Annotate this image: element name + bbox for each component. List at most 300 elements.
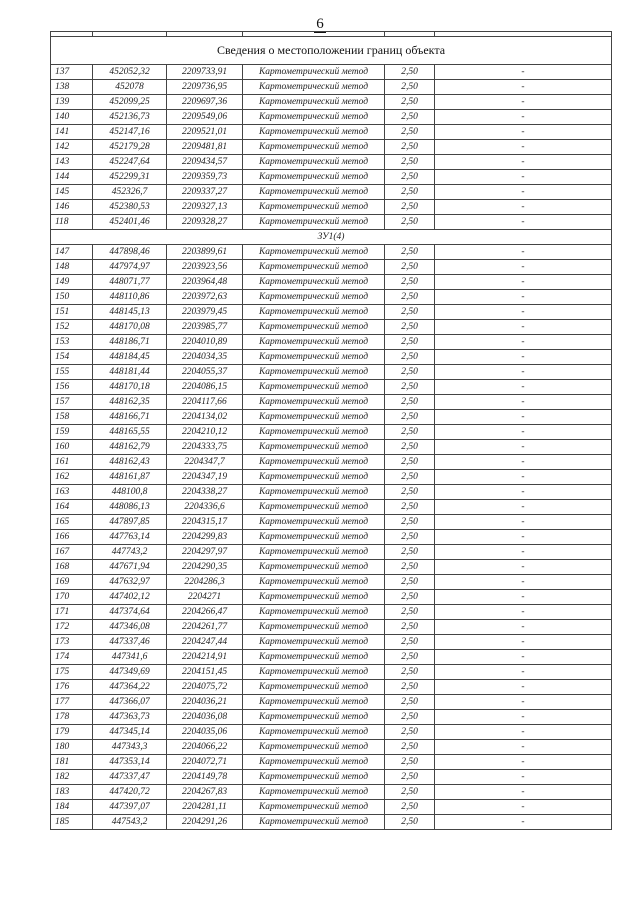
cell-accuracy: 2,50: [385, 470, 435, 485]
cell-coord-y: 2204055,37: [167, 365, 243, 380]
cell-coord-x: 452401,46: [93, 215, 167, 230]
table-row: [51, 815, 612, 830]
cell-point-number: 161: [51, 455, 93, 470]
cell-note: -: [435, 455, 612, 470]
cell-method: Картометрический метод: [243, 725, 385, 740]
cell-coord-x: 447397,07: [93, 800, 167, 815]
cell-accuracy: 2,50: [385, 200, 435, 215]
cell-method: Картометрический метод: [243, 635, 385, 650]
cell-point-number: 183: [51, 785, 93, 800]
cell-coord-x: 448162,79: [93, 440, 167, 455]
cell-point-number: 158: [51, 410, 93, 425]
cell-accuracy: 2,50: [385, 140, 435, 155]
cell-coord-x: 452247,64: [93, 155, 167, 170]
cell-coord-y: 2203972,63: [167, 290, 243, 305]
table-row: [51, 620, 612, 635]
cell-note: -: [435, 470, 612, 485]
table-row: [51, 125, 612, 140]
cell-point-number: 168: [51, 560, 93, 575]
table-row: [51, 755, 612, 770]
cell-point-number: 166: [51, 530, 93, 545]
cell-coord-y: 2204010,89: [167, 335, 243, 350]
cell-point-number: 174: [51, 650, 93, 665]
table-row: [51, 365, 612, 380]
table-row: [51, 785, 612, 800]
cell-note: -: [435, 545, 612, 560]
cell-accuracy: 2,50: [385, 740, 435, 755]
table-row: [51, 545, 612, 560]
cell-accuracy: 2,50: [385, 260, 435, 275]
cell-accuracy: 2,50: [385, 725, 435, 740]
cell-method: Картометрический метод: [243, 125, 385, 140]
cell-method: Картометрический метод: [243, 530, 385, 545]
table-row: [51, 320, 612, 335]
table-row: [51, 260, 612, 275]
cell-coord-y: 2209697,36: [167, 95, 243, 110]
cell-accuracy: 2,50: [385, 695, 435, 710]
cell-accuracy: 2,50: [385, 395, 435, 410]
cell-method: Картометрический метод: [243, 815, 385, 830]
cell-note: -: [435, 560, 612, 575]
cell-coord-x: 448170,18: [93, 380, 167, 395]
cell-coord-y: 2204291,26: [167, 815, 243, 830]
cell-point-number: 157: [51, 395, 93, 410]
cell-method: Картометрический метод: [243, 110, 385, 125]
cell-method: Картометрический метод: [243, 560, 385, 575]
cell-coord-y: 2209521,01: [167, 125, 243, 140]
cell-note: -: [435, 650, 612, 665]
cell-accuracy: 2,50: [385, 620, 435, 635]
cell-method: Картометрический метод: [243, 575, 385, 590]
cell-point-number: 155: [51, 365, 93, 380]
cell-accuracy: 2,50: [385, 530, 435, 545]
cell-accuracy: 2,50: [385, 185, 435, 200]
cell-method: Картометрический метод: [243, 140, 385, 155]
cell-note: -: [435, 755, 612, 770]
cell-coord-y: 2204347,7: [167, 455, 243, 470]
cell-method: Картометрический метод: [243, 485, 385, 500]
cell-coord-x: 447337,47: [93, 770, 167, 785]
cell-note: -: [435, 665, 612, 680]
cell-coord-y: 2203899,61: [167, 245, 243, 260]
cell-point-number: 153: [51, 335, 93, 350]
cell-point-number: 151: [51, 305, 93, 320]
cell-note: -: [435, 155, 612, 170]
cell-coord-x: 448170,08: [93, 320, 167, 335]
cell-coord-x: 447743,2: [93, 545, 167, 560]
cell-note: -: [435, 710, 612, 725]
cell-point-number: 176: [51, 680, 93, 695]
table-row: [51, 335, 612, 350]
page-number-text: 6: [316, 16, 324, 32]
table-row: [51, 605, 612, 620]
cell-point-number: 159: [51, 425, 93, 440]
cell-coord-x: 448100,8: [93, 485, 167, 500]
cell-point-number: 144: [51, 170, 93, 185]
cell-coord-y: 2209733,91: [167, 65, 243, 80]
cell-note: -: [435, 695, 612, 710]
cell-coord-y: 2203964,48: [167, 275, 243, 290]
cell-coord-x: 447632,97: [93, 575, 167, 590]
cell-note: -: [435, 785, 612, 800]
cell-point-number: 149: [51, 275, 93, 290]
table-row: [51, 515, 612, 530]
cell-method: Картометрический метод: [243, 650, 385, 665]
cell-accuracy: 2,50: [385, 155, 435, 170]
table-row: [51, 725, 612, 740]
cell-coord-y: 2209359,73: [167, 170, 243, 185]
table-row: [51, 350, 612, 365]
cell-method: Картометрический метод: [243, 785, 385, 800]
cell-note: -: [435, 350, 612, 365]
cell-accuracy: 2,50: [385, 95, 435, 110]
cell-note: -: [435, 575, 612, 590]
cell-coord-x: 447543,2: [93, 815, 167, 830]
cell-method: Картометрический метод: [243, 305, 385, 320]
cell-coord-x: 447366,07: [93, 695, 167, 710]
cell-accuracy: 2,50: [385, 485, 435, 500]
cell-coord-y: 2204297,97: [167, 545, 243, 560]
cell-point-number: 152: [51, 320, 93, 335]
table-row: [51, 245, 612, 260]
table-row: [51, 575, 612, 590]
table-row: [51, 740, 612, 755]
table-row: [51, 695, 612, 710]
cell-coord-x: 448165,55: [93, 425, 167, 440]
cell-accuracy: 2,50: [385, 440, 435, 455]
cell-point-number: 139: [51, 95, 93, 110]
cell-method: Картометрический метод: [243, 260, 385, 275]
cell-coord-y: 2209549,06: [167, 110, 243, 125]
cell-accuracy: 2,50: [385, 170, 435, 185]
cell-coord-y: 2204266,47: [167, 605, 243, 620]
cell-coord-y: 2203979,45: [167, 305, 243, 320]
cell-point-number: 164: [51, 500, 93, 515]
cell-point-number: 185: [51, 815, 93, 830]
cell-coord-y: 2204086,15: [167, 380, 243, 395]
cell-coord-y: 2204261,77: [167, 620, 243, 635]
cell-note: -: [435, 275, 612, 290]
cell-note: -: [435, 125, 612, 140]
cell-method: Картометрический метод: [243, 335, 385, 350]
cell-coord-x: 448184,45: [93, 350, 167, 365]
cell-method: Картометрический метод: [243, 425, 385, 440]
table-row: [51, 290, 612, 305]
cell-accuracy: 2,50: [385, 275, 435, 290]
cell-coord-y: 2204333,75: [167, 440, 243, 455]
cell-accuracy: 2,50: [385, 215, 435, 230]
cell-point-number: 148: [51, 260, 93, 275]
cell-coord-y: 2204117,66: [167, 395, 243, 410]
cell-coord-x: 452078: [93, 80, 167, 95]
cell-point-number: 182: [51, 770, 93, 785]
cell-coord-x: 447763,14: [93, 530, 167, 545]
cell-note: -: [435, 80, 612, 95]
cell-note: -: [435, 530, 612, 545]
cell-accuracy: 2,50: [385, 755, 435, 770]
cell-point-number: 171: [51, 605, 93, 620]
table-row: [51, 215, 612, 230]
table-row: [51, 80, 612, 95]
table-row: [51, 275, 612, 290]
cell-point-number: 172: [51, 620, 93, 635]
cell-note: -: [435, 590, 612, 605]
cell-method: Картометрический метод: [243, 755, 385, 770]
cell-accuracy: 2,50: [385, 605, 435, 620]
cell-method: Картометрический метод: [243, 170, 385, 185]
table-title: Сведения о местоположении границ объекта: [51, 37, 612, 65]
cell-coord-x: 452147,16: [93, 125, 167, 140]
cell-coord-y: 2209434,57: [167, 155, 243, 170]
table-row: [51, 680, 612, 695]
table-row: [51, 530, 612, 545]
table-row: [51, 425, 612, 440]
cell-note: -: [435, 380, 612, 395]
cell-point-number: 147: [51, 245, 93, 260]
cell-coord-y: 2209736,95: [167, 80, 243, 95]
cell-method: Картометрический метод: [243, 185, 385, 200]
table-row: [51, 470, 612, 485]
cell-coord-y: 2204267,83: [167, 785, 243, 800]
cell-method: Картометрический метод: [243, 710, 385, 725]
cell-coord-y: 2204151,45: [167, 665, 243, 680]
table-row: [51, 455, 612, 470]
table-row: [51, 95, 612, 110]
boundary-table: [50, 31, 612, 830]
cell-coord-y: 2204210,12: [167, 425, 243, 440]
cell-note: -: [435, 305, 612, 320]
cell-note: -: [435, 335, 612, 350]
cell-note: -: [435, 680, 612, 695]
cell-point-number: 162: [51, 470, 93, 485]
cell-note: -: [435, 215, 612, 230]
cell-point-number: 138: [51, 80, 93, 95]
cell-coord-x: 452326,7: [93, 185, 167, 200]
table-row: [51, 665, 612, 680]
cell-coord-x: 447364,22: [93, 680, 167, 695]
cell-coord-x: 447374,64: [93, 605, 167, 620]
cell-method: Картометрический метод: [243, 440, 385, 455]
cell-coord-y: 2204134,02: [167, 410, 243, 425]
cell-coord-x: 447345,14: [93, 725, 167, 740]
cell-coord-x: 448086,13: [93, 500, 167, 515]
cell-point-number: 167: [51, 545, 93, 560]
cell-point-number: 146: [51, 200, 93, 215]
cell-method: Картометрический метод: [243, 95, 385, 110]
cell-coord-y: 2204036,21: [167, 695, 243, 710]
cell-coord-x: 447341,6: [93, 650, 167, 665]
cell-note: -: [435, 260, 612, 275]
cell-note: -: [435, 65, 612, 80]
table-row: [51, 770, 612, 785]
table-row: [51, 410, 612, 425]
cell-point-number: 178: [51, 710, 93, 725]
cell-point-number: 160: [51, 440, 93, 455]
cell-coord-y: 2204299,83: [167, 530, 243, 545]
table-row: [51, 200, 612, 215]
cell-coord-x: 452052,32: [93, 65, 167, 80]
cell-method: Картометрический метод: [243, 275, 385, 290]
cell-note: -: [435, 395, 612, 410]
cell-coord-y: 2209327,13: [167, 200, 243, 215]
table-row: [51, 140, 612, 155]
cell-coord-y: 2204034,35: [167, 350, 243, 365]
cell-note: -: [435, 485, 612, 500]
cell-note: -: [435, 170, 612, 185]
cell-coord-y: 2204336,6: [167, 500, 243, 515]
cell-coord-y: 2204247,44: [167, 635, 243, 650]
cell-accuracy: 2,50: [385, 110, 435, 125]
cell-point-number: 142: [51, 140, 93, 155]
cell-accuracy: 2,50: [385, 65, 435, 80]
cell-accuracy: 2,50: [385, 770, 435, 785]
table-header-row: [51, 37, 612, 65]
cell-accuracy: 2,50: [385, 665, 435, 680]
cell-method: Картометрический метод: [243, 740, 385, 755]
cell-method: Картометрический метод: [243, 410, 385, 425]
table-row: [51, 485, 612, 500]
table-row: [51, 500, 612, 515]
cell-coord-y: 2209328,27: [167, 215, 243, 230]
cell-method: Картометрический метод: [243, 65, 385, 80]
cell-point-number: 150: [51, 290, 93, 305]
table-row: [51, 635, 612, 650]
cell-accuracy: 2,50: [385, 350, 435, 365]
cell-accuracy: 2,50: [385, 245, 435, 260]
cell-method: Картометрический метод: [243, 200, 385, 215]
cell-accuracy: 2,50: [385, 545, 435, 560]
cell-note: -: [435, 245, 612, 260]
cell-method: Картометрический метод: [243, 800, 385, 815]
cell-note: -: [435, 95, 612, 110]
cell-accuracy: 2,50: [385, 680, 435, 695]
cell-accuracy: 2,50: [385, 410, 435, 425]
cell-method: Картометрический метод: [243, 245, 385, 260]
cell-method: Картометрический метод: [243, 350, 385, 365]
cell-method: Картометрический метод: [243, 515, 385, 530]
table-row: [51, 590, 612, 605]
cell-coord-y: 2204214,91: [167, 650, 243, 665]
cell-coord-x: 448145,13: [93, 305, 167, 320]
cell-coord-y: 2209481,81: [167, 140, 243, 155]
table-row: [51, 650, 612, 665]
cell-method: Картометрический метод: [243, 620, 385, 635]
cell-accuracy: 2,50: [385, 575, 435, 590]
cell-accuracy: 2,50: [385, 335, 435, 350]
cell-method: Картометрический метод: [243, 455, 385, 470]
cell-point-number: 180: [51, 740, 93, 755]
cell-coord-x: 448071,77: [93, 275, 167, 290]
cell-note: -: [435, 365, 612, 380]
table-row: [51, 155, 612, 170]
cell-coord-y: 2204036,08: [167, 710, 243, 725]
cell-coord-x: 447898,46: [93, 245, 167, 260]
cell-point-number: 175: [51, 665, 93, 680]
cell-accuracy: 2,50: [385, 365, 435, 380]
table-row: [51, 560, 612, 575]
cell-coord-y: 2204347,19: [167, 470, 243, 485]
cell-note: -: [435, 770, 612, 785]
cell-accuracy: 2,50: [385, 710, 435, 725]
cell-method: Картометрический метод: [243, 590, 385, 605]
cell-accuracy: 2,50: [385, 455, 435, 470]
cell-coord-x: 447353,14: [93, 755, 167, 770]
cell-method: Картометрический метод: [243, 680, 385, 695]
cell-point-number: 181: [51, 755, 93, 770]
cell-coord-x: 448110,86: [93, 290, 167, 305]
cell-accuracy: 2,50: [385, 290, 435, 305]
cell-coord-x: 447349,69: [93, 665, 167, 680]
cell-point-number: 156: [51, 380, 93, 395]
cell-point-number: 140: [51, 110, 93, 125]
cell-method: Картометрический метод: [243, 215, 385, 230]
cell-method: Картометрический метод: [243, 500, 385, 515]
cell-point-number: 145: [51, 185, 93, 200]
table-row: [51, 65, 612, 80]
cell-accuracy: 2,50: [385, 125, 435, 140]
cell-point-number: 184: [51, 800, 93, 815]
cell-point-number: 118: [51, 215, 93, 230]
cell-accuracy: 2,50: [385, 800, 435, 815]
cell-point-number: 137: [51, 65, 93, 80]
cell-point-number: 170: [51, 590, 93, 605]
table-row: [51, 800, 612, 815]
cell-coord-y: 2204035,06: [167, 725, 243, 740]
cell-coord-x: 452099,25: [93, 95, 167, 110]
table-row: [51, 185, 612, 200]
cell-accuracy: 2,50: [385, 785, 435, 800]
cell-point-number: 173: [51, 635, 93, 650]
cell-coord-y: 2204338,27: [167, 485, 243, 500]
cell-coord-x: 448162,43: [93, 455, 167, 470]
cell-method: Картометрический метод: [243, 665, 385, 680]
cell-coord-y: 2204075,72: [167, 680, 243, 695]
cell-accuracy: 2,50: [385, 80, 435, 95]
cell-accuracy: 2,50: [385, 305, 435, 320]
cell-coord-x: 452299,31: [93, 170, 167, 185]
cell-coord-x: 448161,87: [93, 470, 167, 485]
cell-note: -: [435, 725, 612, 740]
cell-accuracy: 2,50: [385, 515, 435, 530]
cell-coord-y: 2204066,22: [167, 740, 243, 755]
cell-note: -: [435, 185, 612, 200]
cell-note: -: [435, 635, 612, 650]
cell-note: -: [435, 410, 612, 425]
cell-accuracy: 2,50: [385, 635, 435, 650]
cell-note: -: [435, 200, 612, 215]
cell-note: -: [435, 800, 612, 815]
cell-note: -: [435, 605, 612, 620]
cell-point-number: 179: [51, 725, 93, 740]
cell-point-number: 163: [51, 485, 93, 500]
cell-note: -: [435, 620, 612, 635]
cell-accuracy: 2,50: [385, 380, 435, 395]
cell-method: Картометрический метод: [243, 80, 385, 95]
cell-coord-x: 448186,71: [93, 335, 167, 350]
cell-method: Картометрический метод: [243, 320, 385, 335]
cell-coord-x: 447346,08: [93, 620, 167, 635]
cell-coord-y: 2204149,78: [167, 770, 243, 785]
table-row: [51, 110, 612, 125]
cell-coord-y: 2204072,71: [167, 755, 243, 770]
cell-coord-y: 2204271: [167, 590, 243, 605]
cell-coord-x: 447897,85: [93, 515, 167, 530]
cell-accuracy: 2,50: [385, 590, 435, 605]
cell-coord-x: 447363,73: [93, 710, 167, 725]
cell-accuracy: 2,50: [385, 500, 435, 515]
cell-method: Картометрический метод: [243, 155, 385, 170]
table-row: [51, 710, 612, 725]
